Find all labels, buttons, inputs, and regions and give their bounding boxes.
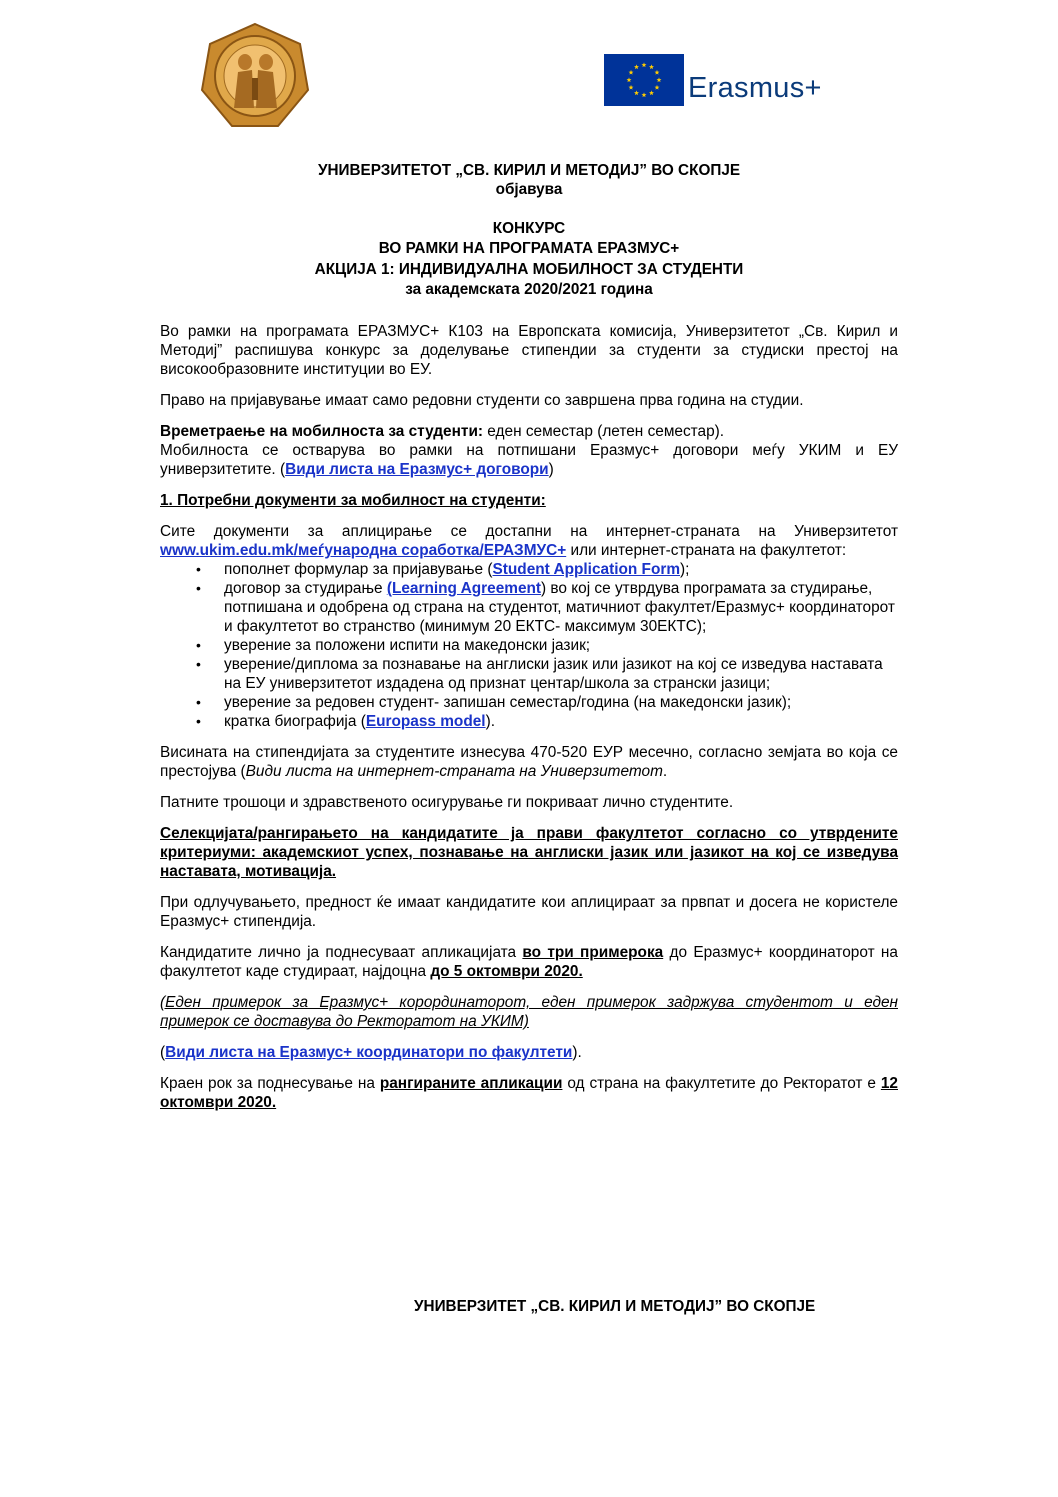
list-item-text: уверение за редовен студент- запишан семестар/година (на македонски јазик); [224,694,792,711]
documents-intro [160,522,898,560]
agreements-text: Мобилноста се остварува во рамки на потпишани Еразмус+ договори меѓу УКИМ и ЕУ универзитетите. ( [160,442,898,478]
list-item [160,655,898,693]
priority-paragraph: При одлучувањето, предност ќе имаат кандидатите кои аплицираат за првпат и досега не користеле Еразмус+ стипендија. [160,894,898,930]
erasmus-logo: Erasmus+ [688,72,822,104]
application-form-link[interactable]: Student Application Form [492,561,681,578]
list-item [160,712,898,731]
duration-label: Времетраење на мобилноста за студенти: [160,423,484,440]
stipend-text: Висината на стипендијата за студентите изнесува 470-520 ЕУР месечно, согласно земјата во која се престојува ( [160,744,898,780]
coordinators-link[interactable]: Види листа на Еразмус+ координатори по факултети [165,1044,573,1061]
list-item-text: договор за студирање [224,580,387,597]
agreements-close: ) [548,461,554,478]
europass-link[interactable]: Europass model [365,713,486,730]
stipend-reference: Види листа на интернет-страната на Универзитетот [245,763,663,780]
documents-list [160,560,898,731]
list-item-text: ); [680,561,690,578]
ukim-erasmus-link[interactable]: www.ukim.edu.mk/меѓународна соработка/ЕРАЗМУС+ [160,542,567,559]
submission-deadline: до 5 октомври 2020. [430,963,583,980]
announces-label: објавува [495,181,563,198]
agreements-link[interactable]: Види листа на Еразмус+ договори [285,461,549,478]
stipend-end: . [662,763,668,780]
program-title: ВО РАМКИ НА ПРОГРАМАТА ЕРАЗМУС+ [378,240,680,257]
signature: УНИВЕРЗИТЕТ „СВ. КИРИЛ И МЕТОДИЈ” ВО СКОПЈЕ [414,1298,816,1315]
list-item [160,636,898,655]
list-item-text: кратка биографија ( [224,713,366,730]
intro-paragraph: Во рамки на програмата ЕРАЗМУС+ К103 на Европската комисија, Универзитетот „Св. Кирил и Методиј” распишува конкурс за доделување стипендии за студенти за студиски престој на високообразовните институции во ЕУ. [160,323,898,378]
final-deadline-middle: од страна на факултетите до Ректоратот е [562,1075,881,1092]
university-title: УНИВЕРЗИТЕТОТ „СВ. КИРИЛ И МЕТОДИЈ” ВО СКОПЈЕ [317,162,741,179]
copies-emphasis: во три примерока [522,944,664,961]
ranked-applications: рангираните апликации [379,1075,563,1092]
academic-year: за академската 2020/2021 година [405,281,653,298]
list-item-text: уверение/диплома за познавање на англиски јазик или јазикот на кој се изведува наставата на ЕУ универзитетот издадена од признат центар/школа за странски јазици; [224,656,883,692]
list-item-text: ). [485,713,495,730]
copies-note: (Еден примерок за Еразмус+ корординаторот, еден примерок задржува студентот и еден примерок се доставува до Ректоратот на УКИМ) [160,994,898,1030]
list-item [160,693,898,712]
final-deadline-paragraph [160,1074,898,1112]
submission-paragraph [160,943,898,981]
coordinators-paragraph [160,1043,898,1062]
documents-intro-text: Сите документи за аплицирање се достапни на интернет-страната на Универзитетот [160,523,898,540]
selection-paragraph: Селекцијата/рангирањето на кандидатите ја прави факултетот согласно со утврдените критериуми: академскиот успех, познавање на англиски јазик или јазикот на кој се изведува наставата, мотивација. [160,825,898,880]
call-title: КОНКУРС [492,220,566,237]
coordinators-open: ( [160,1044,166,1061]
duration-paragraph [160,422,898,479]
duration-value: еден семестар (летен семестар). [483,423,725,440]
submission-middle: до Еразмус+ координаторот на факултетот каде студираат, најдоцна [160,944,898,980]
eligibility-paragraph: Право на пријавување имаат само редовни студенти со завршена прва година на студии. [160,392,804,409]
stipend-paragraph [160,743,898,781]
eu-flag-icon [604,54,684,106]
costs-paragraph: Патните трошоци и здравственото осигурување ги покриваат лично студентите. [160,794,734,811]
list-item-text: уверение за положени испити на македонски јазик; [224,637,591,654]
final-deadline-date: 12 октомври 2020. [160,1075,898,1111]
university-seal-icon [200,22,310,130]
final-deadline-text: Краен рок за поднесување на [160,1075,380,1092]
coordinators-close: ). [572,1044,582,1061]
learning-agreement-link[interactable]: (Learning Agreement [386,580,542,597]
list-item-text: пополнет формулар за пријавување ( [224,561,493,578]
list-item [160,560,898,579]
list-item [160,579,898,636]
document-body [160,322,898,1124]
section-heading: 1. Потребни документи за мобилност на студенти: [160,492,546,509]
action-title: АКЦИЈА 1: ИНДИВИДУАЛНА МОБИЛНОСТ ЗА СТУДЕНТИ [314,261,744,278]
documents-intro-end: или интернет-страната на факултетот: [566,542,847,559]
submission-text: Кандидатите лично ја поднесуваат апликацијата [160,944,523,961]
list-item-text: ) во кој се утврдува програмата за студирање, потпишана и одобрена од страна на студентот, матичниот факултет/Еразмус+ координаторот и факултетот во странство (минимум 20 ЕКТС- максимум 30ЕКТС); [224,580,895,635]
